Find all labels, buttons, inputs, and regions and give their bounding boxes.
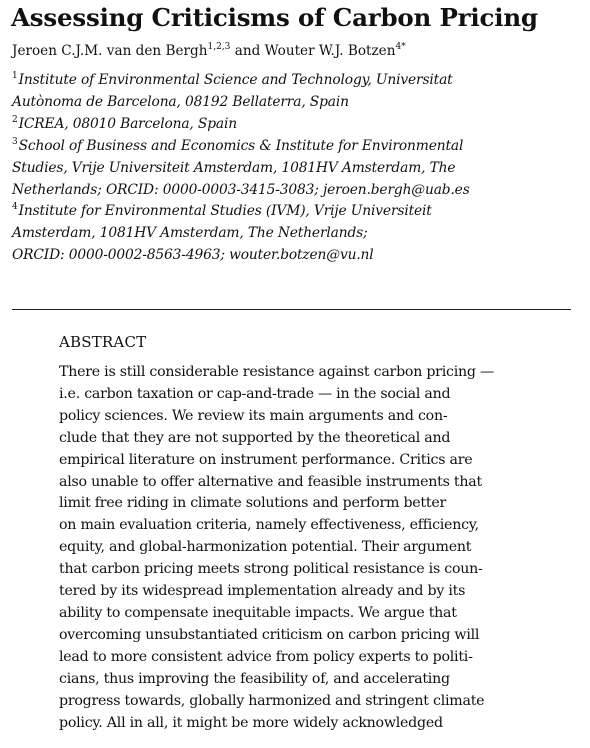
abstract-line: tered by its widespread implementation already and by its [59,583,466,600]
affiliation-text: School of Business and Economics & Institute for Environmental [18,137,464,154]
author-line [12,42,406,60]
abstract-line: policy sciences. We review its main arguments and con- [59,407,448,424]
abstract-heading: ABSTRACT [59,333,147,351]
abstract-line: also unable to offer alternative and feasible instruments that [59,473,482,490]
affiliation-line [12,92,584,114]
abstract-line: progress towards, globally harmonized and stringent climate [59,692,485,709]
abstract-line: lead to more consistent advice from policy experts to politi- [59,648,473,665]
abstract-line: i.e. carbon taxation or cap-and-trade — in the social and [59,385,451,402]
abstract-line: cians, thus improving the feasibility of, and accelerating [59,670,450,687]
author-name: Wouter W.J. Botzen [264,43,396,59]
affiliation-mark: 4 [12,202,18,213]
affiliation-line [12,114,584,136]
affiliation-line [12,70,584,92]
affiliation-text: Amsterdam, 1081HV Amsterdam, The Netherlands; [12,225,368,242]
abstract-line: that carbon pricing meets strong political resistance is coun- [59,561,483,578]
abstract-line: equity, and global-harmonization potential. Their argument [59,539,472,556]
abstract-line: empirical literature on instrument performance. Critics are [59,451,473,468]
affiliation-text: Institute for Environmental Studies (IVM), Vrije Universiteit [18,203,432,220]
affiliation-mark: 2 [12,114,18,125]
section-divider [12,309,571,310]
affiliation-text: ICREA, 08010 Barcelona, Spain [18,115,237,132]
author-affiliation-marks: 4* [395,42,406,52]
affiliation-line [12,245,584,267]
affiliation-line [12,158,584,180]
affiliation-line [12,223,584,245]
abstract-line: overcoming unsubstantiated criticism on carbon pricing will [59,626,480,643]
abstract-line: limit free riding in climate solutions and perform better [59,495,447,512]
abstract-line: on main evaluation criteria, namely effectiveness, efficiency, [59,517,479,534]
affiliation-line [12,136,584,158]
affiliation-text: Autònoma de Barcelona, 08192 Bellaterra, Spain [12,93,349,110]
abstract-line: ability to compensate inequitable impacts. We argue that [59,604,457,621]
author-name: Jeroen C.J.M. van den Bergh [12,43,208,59]
affiliation-text: Netherlands; ORCID: 0000-0003-3415-3083; jeroen.bergh@uab.es [12,181,470,198]
paper-title: Assessing Criticisms of Carbon Pricing [11,3,538,32]
abstract-body [59,362,534,734]
affiliation-mark: 3 [12,136,18,147]
abstract-line: clude that they are not supported by the theoretical and [59,429,451,446]
affiliation-line [12,201,584,223]
affiliation-text: ORCID: 0000-0002-8563-4963; wouter.botzen@vu.nl [12,247,374,264]
affiliation-text: Studies, Vrije Universiteit Amsterdam, 1081HV Amsterdam, The [12,159,456,176]
abstract-line: policy. All in all, it might be more widely acknowledged [59,714,443,731]
author-joiner: and [230,43,265,59]
abstract-line: There is still considerable resistance against carbon pricing — [59,364,494,380]
affiliation-mark: 1 [12,71,18,81]
affiliations [12,70,584,267]
affiliation-line [12,180,584,202]
author-affiliation-marks: 1,2,3 [207,42,231,52]
affiliation-text: Institute of Environmental Science and Technology, Universitat [18,72,453,88]
